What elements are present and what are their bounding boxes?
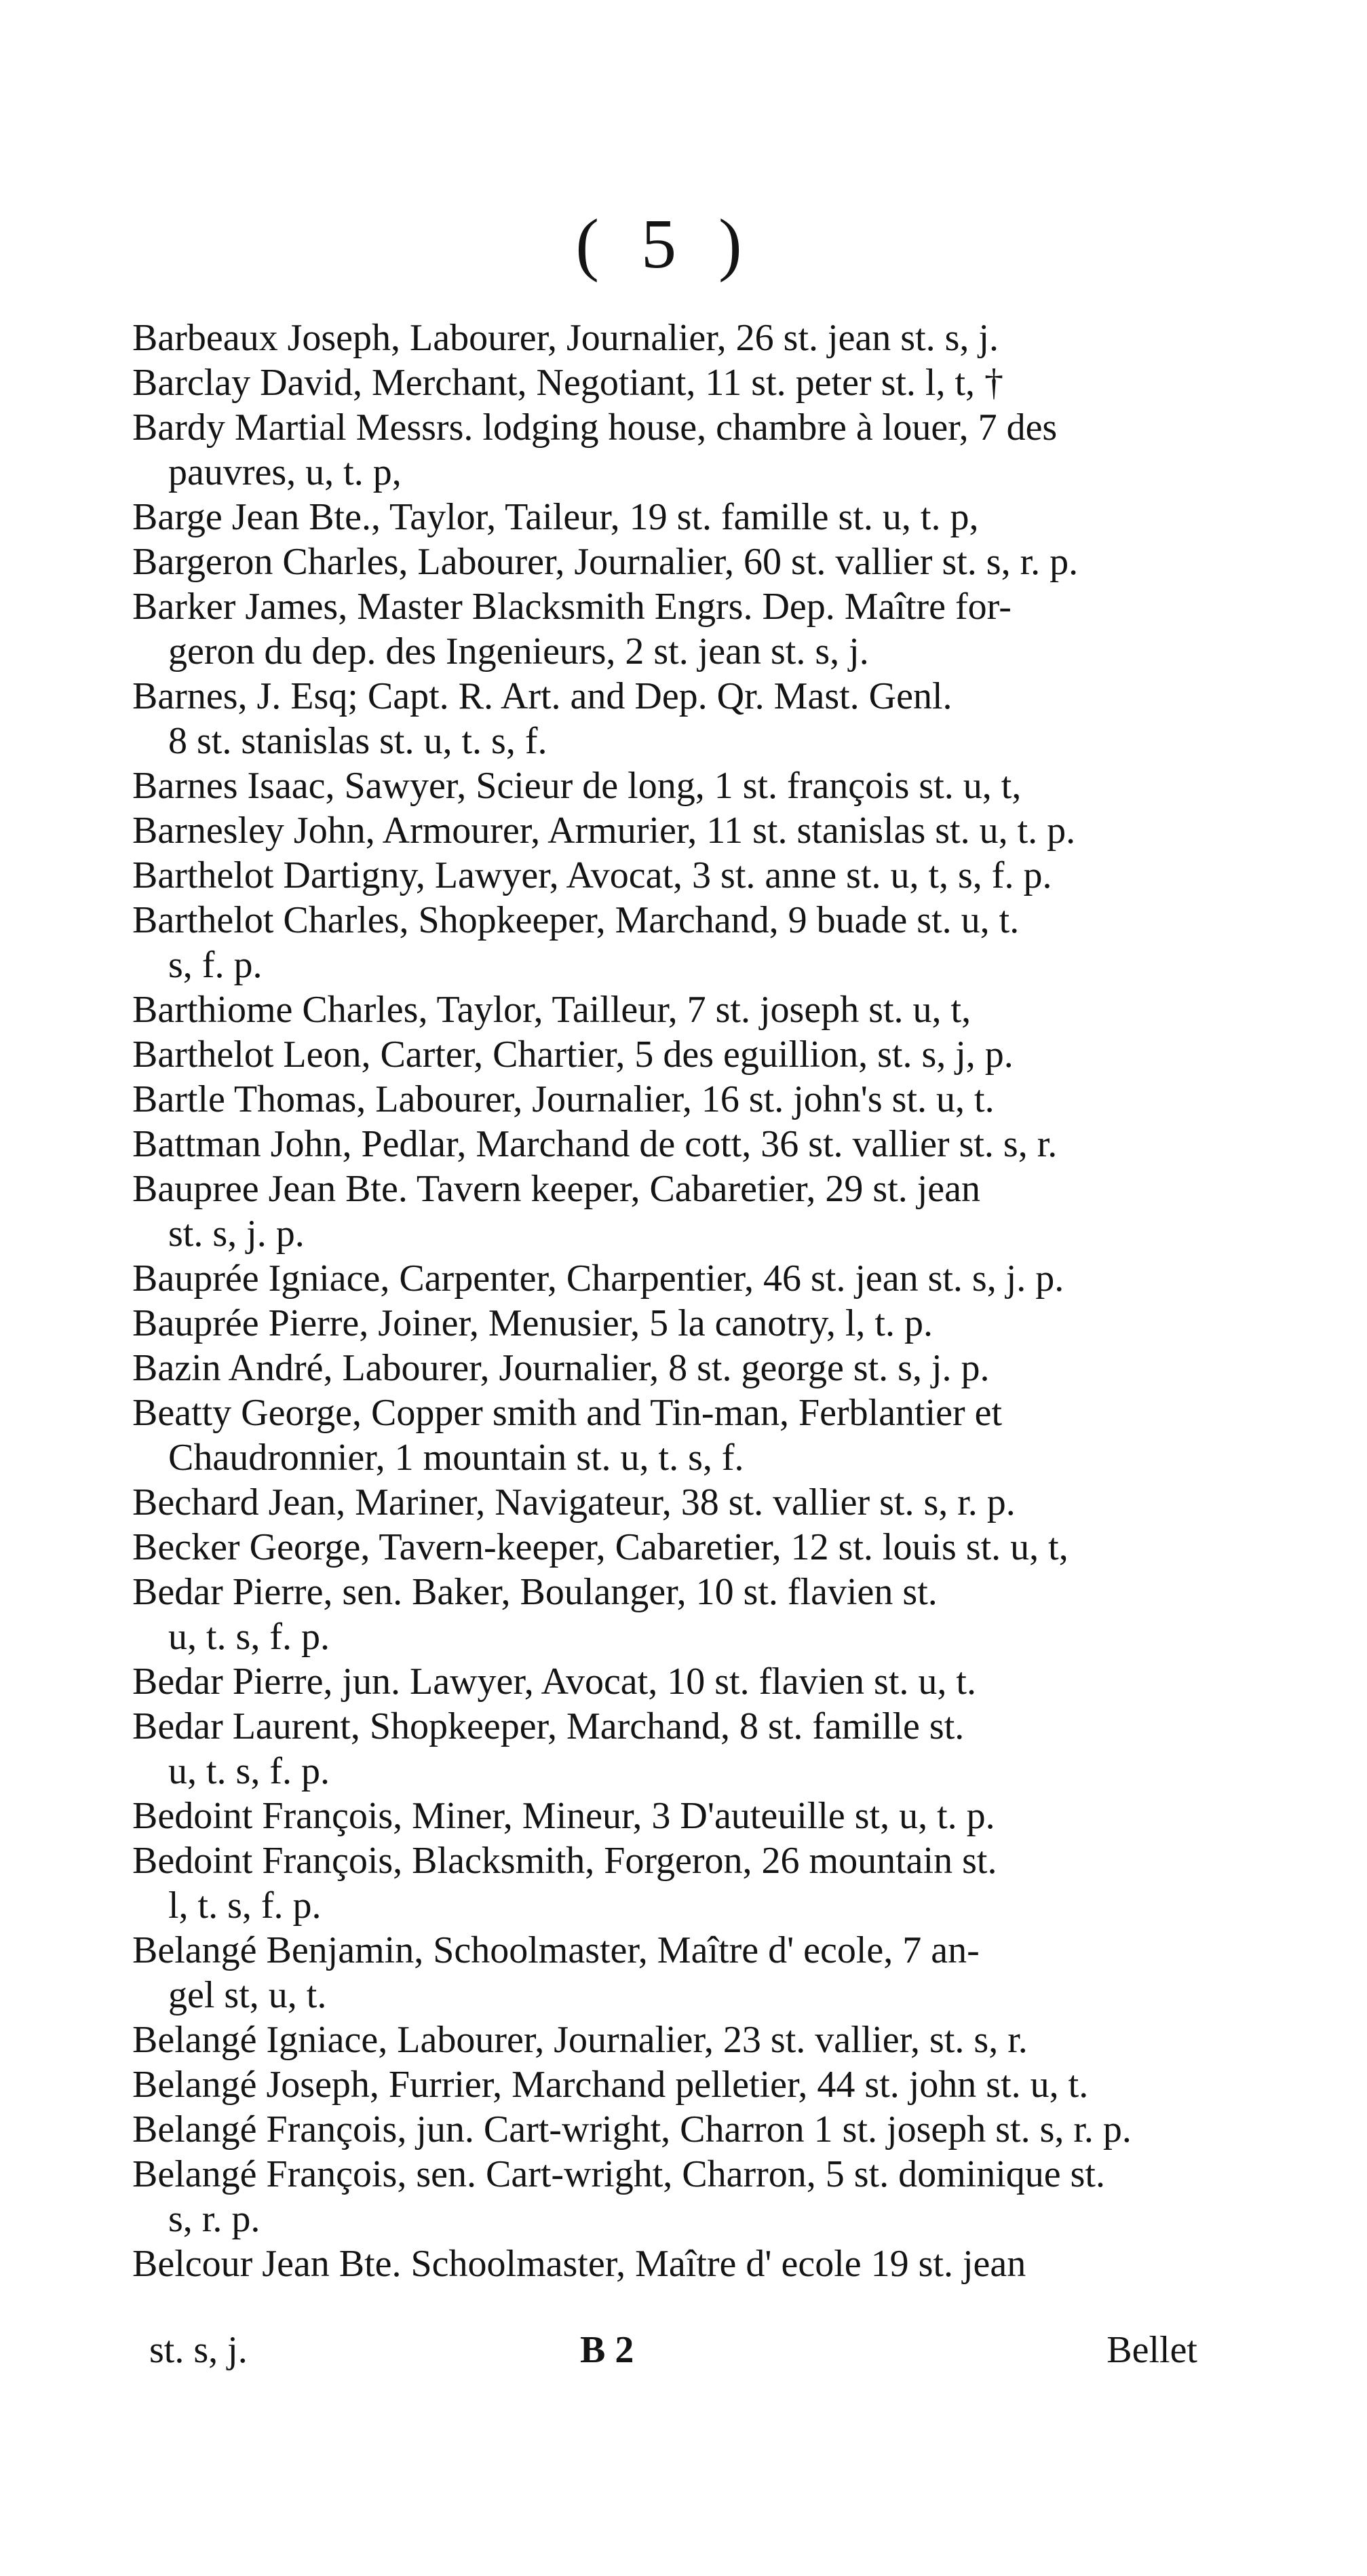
page-footer: [132, 2328, 1197, 2372]
directory-entry-line: Chaudronnier, 1 mountain st. u, t. s, f.: [168, 1437, 744, 1479]
directory-entry-line: gel st, u, t.: [168, 1974, 327, 2016]
directory-entry-line: Barbeaux Joseph, Labourer, Journalier, 26 st. jean st. s, j.: [132, 317, 999, 359]
directory-entry-line: l, t. s, f. p.: [168, 1884, 322, 1927]
directory-entry-line: 8 st. stanislas st. u, t. s, f.: [168, 720, 547, 762]
directory-entry-line: Belangé François, jun. Cart-wright, Charron 1 st. joseph st. s, r. p.: [132, 2108, 1132, 2151]
directory-entry-line: Barnes, J. Esq; Capt. R. Art. and Dep. Qr. Mast. Genl.: [132, 675, 952, 717]
directory-entry-line: Beatty George, Copper smith and Tin-man, Ferblantier et: [132, 1392, 1003, 1434]
directory-list: [0, 316, 1132, 2286]
directory-entry-line: u, t. s, f. p.: [168, 1750, 330, 1792]
directory-entry-line: Bazin André, Labourer, Journalier, 8 st. george st. s, j. p.: [132, 1347, 990, 1389]
directory-entry-line: Bartle Thomas, Labourer, Journalier, 16 st. john's st. u, t.: [132, 1078, 995, 1120]
directory-entry-line: Baupree Jean Bte. Tavern keeper, Cabaretier, 29 st. jean: [132, 1168, 981, 1210]
directory-entry-line: Bargeron Charles, Labourer, Journalier, 60 st. vallier st. s, r. p.: [132, 541, 1079, 583]
directory-entry-line: Bedar Pierre, jun. Lawyer, Avocat, 10 st. flavien st. u, t.: [132, 1661, 976, 1703]
directory-entry-line: geron du dep. des Ingenieurs, 2 st. jean st. s, j.: [168, 630, 869, 673]
directory-entry-line: Barnes Isaac, Sawyer, Scieur de long, 1 st. françois st. u, t,: [132, 765, 1022, 807]
directory-entry-line: st. s, j. p.: [168, 1213, 305, 1255]
directory-entry-line: Barker James, Master Blacksmith Engrs. Dep. Maître for-: [132, 586, 1012, 628]
directory-entry-line: Bedar Laurent, Shopkeeper, Marchand, 8 st. famille st.: [132, 1705, 965, 1747]
directory-entry-line: pauvres, u, t. p,: [168, 451, 402, 493]
directory-entry-line: Bardy Martial Messrs. lodging house, chambre à louer, 7 des: [132, 406, 1058, 449]
directory-entry-line: Barthelot Leon, Carter, Chartier, 5 des eguillion, st. s, j, p.: [132, 1034, 1014, 1076]
directory-entry-line: Belcour Jean Bte. Schoolmaster, Maître d' ecole 19 st. jean: [132, 2243, 1026, 2285]
directory-entry-line: Becker George, Tavern-keeper, Cabaretier, 12 st. louis st. u, t,: [132, 1526, 1068, 1568]
directory-entry-line: Barthelot Dartigny, Lawyer, Avocat, 3 st. anne st. u, t, s, f. p.: [132, 854, 1052, 896]
directory-entry-line: Bauprée Igniace, Carpenter, Charpentier, 46 st. jean st. s, j. p.: [132, 1257, 1064, 1300]
directory-entry-line: Belangé François, sen. Cart-wright, Charron, 5 st. dominique st.: [132, 2153, 1105, 2195]
footer-continuation: st. s, j.: [149, 2329, 248, 2371]
directory-entry-line: Barthelot Charles, Shopkeeper, Marchand, 9 buade st. u, t.: [132, 899, 1020, 941]
directory-entry-line: Barge Jean Bte., Taylor, Taileur, 19 st. famille st. u, t. p,: [132, 496, 979, 538]
directory-entry-line: Belangé Benjamin, Schoolmaster, Maître d' ecole, 7 an-: [132, 1929, 980, 1971]
directory-entry-line: Barthiome Charles, Taylor, Tailleur, 7 st. joseph st. u, t,: [132, 989, 971, 1031]
directory-entry-line: Bauprée Pierre, Joiner, Menusier, 5 la canotry, l, t. p.: [132, 1302, 933, 1344]
directory-entry-line: Bedar Pierre, sen. Baker, Boulanger, 10 st. flavien st.: [132, 1571, 938, 1613]
directory-entry-line: Barnesley John, Armourer, Armurier, 11 st. stanislas st. u, t. p.: [132, 810, 1076, 852]
directory-entry-line: Barclay David, Merchant, Negotiant, 11 st. peter st. l, t, †: [132, 362, 1004, 404]
directory-entry-line: Bedoint François, Miner, Mineur, 3 D'auteuille st, u, t. p.: [132, 1795, 995, 1837]
page-number: ( 5 ): [575, 205, 754, 283]
directory-entry-line: Bedoint François, Blacksmith, Forgeron, 26 mountain st.: [132, 1840, 997, 1882]
catchword: Bellet: [1106, 2329, 1197, 2371]
directory-entry-line: u, t. s, f. p.: [168, 1616, 330, 1658]
directory-entry-line: Belangé Igniace, Labourer, Journalier, 23 st. vallier, st. s, r.: [132, 2019, 1028, 2061]
directory-entry-line: s, f. p.: [168, 944, 263, 986]
signature-mark: B 2: [580, 2329, 634, 2371]
directory-entry-line: Bechard Jean, Mariner, Navigateur, 38 st. vallier st. s, r. p.: [132, 1481, 1016, 1523]
directory-entry-line: s, r. p.: [168, 2198, 261, 2240]
directory-entry-line: Belangé Joseph, Furrier, Marchand pelletier, 44 st. john st. u, t.: [132, 2064, 1089, 2106]
directory-entry-line: Battman John, Pedlar, Marchand de cott, 36 st. vallier st. s, r.: [132, 1123, 1058, 1165]
